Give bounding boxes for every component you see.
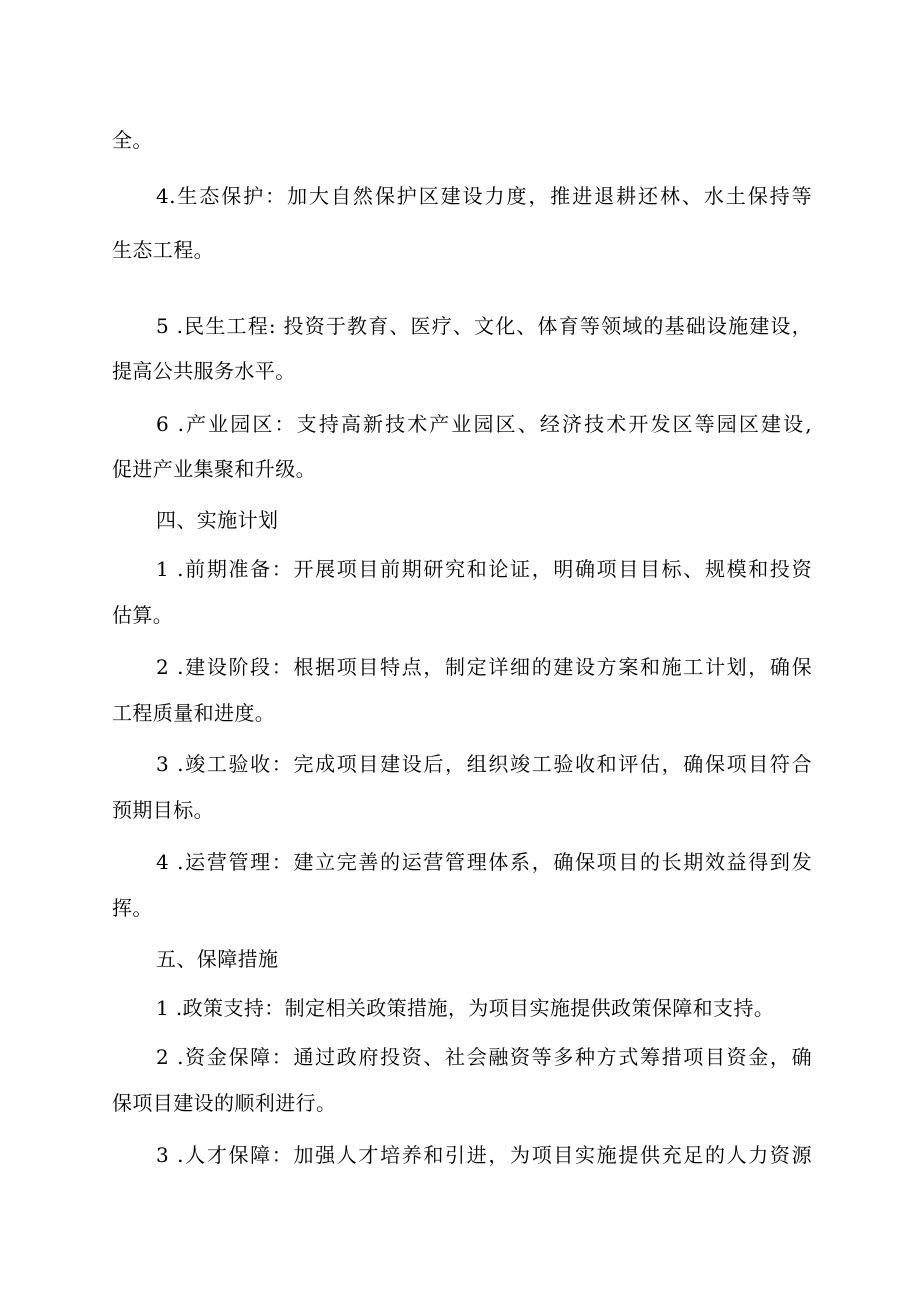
section-heading: 四、实施计划 [156, 508, 279, 532]
section-heading: 五、保障措施 [156, 947, 279, 971]
text-line: 挥。 [112, 896, 153, 920]
text-line: 3 .人才保障：加强人才培养和引进，为项目实施提供充足的人力资源 [156, 1143, 812, 1167]
text-line: 5 .民生工程: 投资于教育、医疗、文化、体育等领域的基础设施建设， [156, 314, 812, 338]
text-line: 估算。 [112, 603, 174, 627]
text-line: 6 .产业园区：支持高新技术产业园区、经济技术开发区等园区建设, [156, 412, 812, 436]
text-line: 2 .建设阶段：根据项目特点，制定详细的建设方案和施工计划，确保 [156, 655, 812, 679]
text-line: 4.生态保护：加大自然保护区建设力度，推进退耕还林、水土保持等 [156, 184, 812, 208]
text-line: 提高公共服务水平。 [112, 359, 296, 383]
text-line: 3 .竣工验收：完成项目建设后，组织竣工验收和评估，确保项目符合 [156, 752, 812, 776]
text-line: 4 .运营管理：建立完善的运营管理体系，确保项目的长期效益得到发 [156, 850, 812, 874]
text-line: 2 .资金保障：通过政府投资、社会融资等多种方式筹措项目资金，确 [156, 1045, 812, 1069]
text-line: 促进产业集聚和升级。 [112, 457, 316, 481]
text-line: 1 .前期准备：开展项目前期研究和论证，明确项目目标、规模和投资 [156, 557, 812, 581]
text-line: 预期目标。 [112, 798, 214, 822]
text-line: 1 .政策支持：制定相关政策措施，为项目实施提供政策保障和支持。 [156, 996, 775, 1020]
text-line: 全。 [112, 128, 153, 152]
text-line: 保项目建设的顺利进行。 [112, 1091, 337, 1115]
text-line: 生态工程。 [112, 238, 214, 262]
text-line: 工程质量和进度。 [112, 701, 276, 725]
